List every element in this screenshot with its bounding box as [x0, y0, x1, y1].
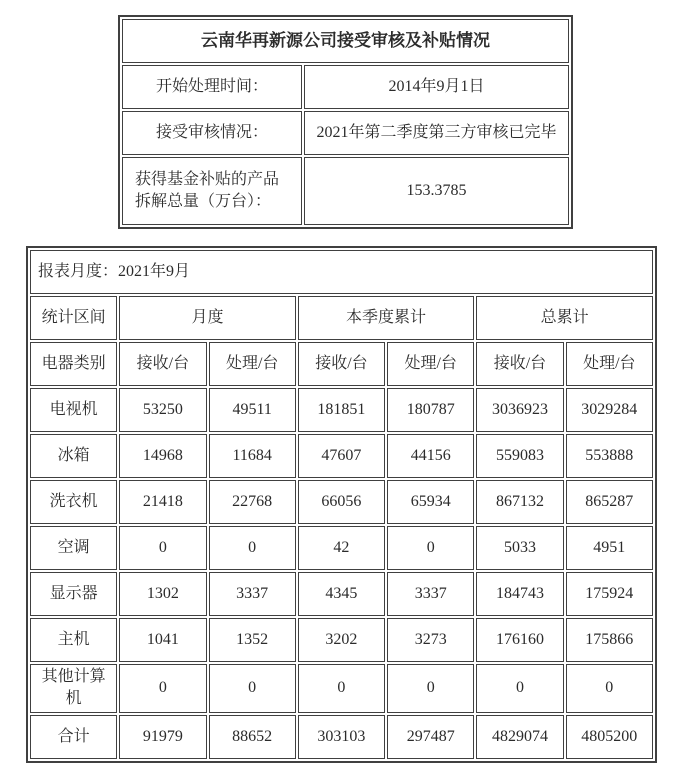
column-header-receive-total: 接收/台	[476, 342, 563, 386]
report-period: 报表月度：2021年9月	[30, 250, 653, 294]
cell-value: 867132	[476, 480, 563, 524]
cell-value: 0	[119, 526, 206, 570]
cell-value: 1352	[209, 618, 296, 662]
cell-value: 176160	[476, 618, 563, 662]
cell-value: 0	[298, 664, 385, 713]
table-row-fridge	[30, 434, 653, 478]
report-table	[26, 246, 657, 763]
cell-value: 4951	[566, 526, 653, 570]
table-row-tv	[30, 388, 653, 432]
table-row-monitor	[30, 572, 653, 616]
cell-value: 0	[566, 664, 653, 713]
cell-value: 5033	[476, 526, 563, 570]
cell-value: 22768	[209, 480, 296, 524]
row-category: 主机	[30, 618, 117, 662]
audit-status-label: 接受审核情况：	[122, 111, 302, 155]
column-header-receive-month: 接收/台	[119, 342, 206, 386]
cell-value: 47607	[298, 434, 385, 478]
cell-value: 65934	[387, 480, 474, 524]
cell-value: 91979	[119, 715, 206, 759]
cell-value: 4345	[298, 572, 385, 616]
cell-value: 297487	[387, 715, 474, 759]
start-date-value: 2014年9月1日	[304, 65, 569, 109]
cell-value: 11684	[209, 434, 296, 478]
group-header-range: 统计区间	[30, 296, 117, 340]
report-group-header-row	[30, 296, 653, 340]
cell-value: 53250	[119, 388, 206, 432]
cell-value: 184743	[476, 572, 563, 616]
column-header-process-month: 处理/台	[209, 342, 296, 386]
cell-value: 303103	[298, 715, 385, 759]
table-row-washer	[30, 480, 653, 524]
column-header-category: 电器类别	[30, 342, 117, 386]
row-category: 空调	[30, 526, 117, 570]
report-period-row	[30, 250, 653, 294]
cell-value: 175866	[566, 618, 653, 662]
subsidy-total-value: 153.3785	[304, 157, 569, 225]
cell-value: 1302	[119, 572, 206, 616]
table-row-other-computer	[30, 664, 653, 713]
subsidy-total-label: 获得基金补贴的产品拆解总量（万台）：	[122, 157, 302, 225]
cell-value: 3029284	[566, 388, 653, 432]
cell-value: 0	[209, 526, 296, 570]
table-row-host	[30, 618, 653, 662]
group-header-monthly: 月度	[119, 296, 296, 340]
group-header-quarter: 本季度累计	[298, 296, 475, 340]
summary-title-row	[122, 19, 569, 63]
cell-value: 0	[119, 664, 206, 713]
summary-row-start-date	[122, 65, 569, 109]
row-category: 冰箱	[30, 434, 117, 478]
cell-value: 3273	[387, 618, 474, 662]
cell-value: 175924	[566, 572, 653, 616]
summary-row-subsidy-total	[122, 157, 569, 225]
row-category: 合计	[30, 715, 117, 759]
summary-table	[118, 15, 573, 229]
audit-status-value: 2021年第二季度第三方审核已完毕	[304, 111, 569, 155]
column-header-process-total: 处理/台	[566, 342, 653, 386]
cell-value: 865287	[566, 480, 653, 524]
cell-value: 3337	[387, 572, 474, 616]
row-category: 电视机	[30, 388, 117, 432]
cell-value: 3036923	[476, 388, 563, 432]
cell-value: 180787	[387, 388, 474, 432]
column-header-process-quarter: 处理/台	[387, 342, 474, 386]
cell-value: 49511	[209, 388, 296, 432]
cell-value: 88652	[209, 715, 296, 759]
row-category: 其他计算机	[30, 664, 117, 713]
table-row-total	[30, 715, 653, 759]
cell-value: 66056	[298, 480, 385, 524]
report-column-header-row	[30, 342, 653, 386]
cell-value: 3337	[209, 572, 296, 616]
cell-value: 3202	[298, 618, 385, 662]
cell-value: 4829074	[476, 715, 563, 759]
cell-value: 181851	[298, 388, 385, 432]
cell-value: 44156	[387, 434, 474, 478]
cell-value: 0	[387, 664, 474, 713]
cell-value: 553888	[566, 434, 653, 478]
cell-value: 4805200	[566, 715, 653, 759]
cell-value: 0	[476, 664, 563, 713]
cell-value: 21418	[119, 480, 206, 524]
row-category: 洗衣机	[30, 480, 117, 524]
table-row-aircon	[30, 526, 653, 570]
cell-value: 0	[209, 664, 296, 713]
row-category: 显示器	[30, 572, 117, 616]
summary-title: 云南华再新源公司接受审核及补贴情况	[122, 19, 569, 63]
group-header-total: 总累计	[476, 296, 653, 340]
cell-value: 14968	[119, 434, 206, 478]
column-header-receive-quarter: 接收/台	[298, 342, 385, 386]
cell-value: 42	[298, 526, 385, 570]
summary-row-audit-status	[122, 111, 569, 155]
start-date-label: 开始处理时间：	[122, 65, 302, 109]
cell-value: 1041	[119, 618, 206, 662]
cell-value: 559083	[476, 434, 563, 478]
cell-value: 0	[387, 526, 474, 570]
